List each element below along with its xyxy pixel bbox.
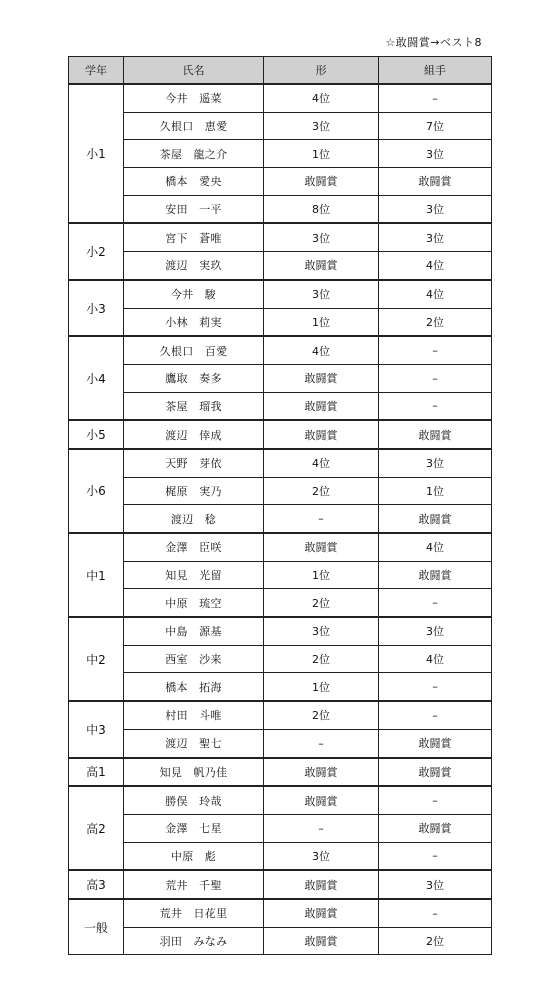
- kumite-cell: 2位: [379, 927, 492, 955]
- kata-cell: 敢闘賞: [264, 870, 379, 899]
- name-cell: 村田 斗唯: [124, 701, 264, 729]
- name-cell: 渡辺 倖成: [124, 420, 264, 449]
- name-cell: 西室 沙来: [124, 645, 264, 673]
- name-cell: 茶屋 瑠我: [124, 392, 264, 420]
- grade-group: [69, 449, 492, 533]
- grade-group: [69, 336, 492, 420]
- kumite-cell: 敢闘賞: [379, 505, 492, 533]
- kumite-cell: 4位: [379, 645, 492, 673]
- grade-cell: 小2: [69, 223, 124, 279]
- kata-cell: 敢闘賞: [264, 420, 379, 449]
- kumite-cell: 4位: [379, 533, 492, 561]
- kumite-cell: –: [379, 899, 492, 927]
- kata-cell: 敢闘賞: [264, 786, 379, 814]
- grade-group: [69, 223, 492, 279]
- name-cell: 茶屋 龍之介: [124, 140, 264, 168]
- name-cell: 荒井 千聖: [124, 870, 264, 899]
- name-cell: 橋本 拓海: [124, 673, 264, 701]
- kumite-cell: –: [379, 392, 492, 420]
- kata-cell: 2位: [264, 589, 379, 617]
- grade-group: [69, 786, 492, 870]
- grade-group: [69, 420, 492, 449]
- kumite-cell: 4位: [379, 252, 492, 280]
- kata-cell: 4位: [264, 449, 379, 477]
- grade-group: [69, 533, 492, 617]
- kumite-cell: –: [379, 786, 492, 814]
- table-row: [69, 701, 492, 729]
- grade-group: [69, 84, 492, 223]
- kumite-cell: 2位: [379, 308, 492, 336]
- name-cell: 中原 琉空: [124, 589, 264, 617]
- grade-cell: 中2: [69, 617, 124, 701]
- kata-cell: 敢闘賞: [264, 364, 379, 392]
- table-row: [69, 870, 492, 899]
- kumite-cell: 敢闘賞: [379, 758, 492, 787]
- kumite-cell: –: [379, 589, 492, 617]
- kata-cell: 4位: [264, 336, 379, 364]
- name-cell: 橋本 愛央: [124, 168, 264, 196]
- header-kata: 形: [264, 57, 379, 85]
- kata-cell: 敢闘賞: [264, 899, 379, 927]
- table-row: [69, 814, 492, 842]
- name-cell: 宮下 蒼唯: [124, 223, 264, 251]
- table-row: [69, 168, 492, 196]
- kumite-cell: –: [379, 673, 492, 701]
- grade-cell: 小4: [69, 336, 124, 420]
- kata-cell: 1位: [264, 140, 379, 168]
- table-row: [69, 364, 492, 392]
- name-cell: 安田 一平: [124, 195, 264, 223]
- name-cell: 羽田 みなみ: [124, 927, 264, 955]
- grade-group: [69, 899, 492, 955]
- table-row: [69, 477, 492, 505]
- kata-cell: 敢闘賞: [264, 758, 379, 787]
- kumite-cell: 3位: [379, 140, 492, 168]
- name-cell: 梶原 実乃: [124, 477, 264, 505]
- kata-cell: 2位: [264, 477, 379, 505]
- name-cell: 知見 帆乃佳: [124, 758, 264, 787]
- kata-cell: 3位: [264, 617, 379, 645]
- header-kumite: 組手: [379, 57, 492, 85]
- name-cell: 鷹取 奏多: [124, 364, 264, 392]
- grade-cell: 小1: [69, 84, 124, 223]
- grade-group: [69, 701, 492, 757]
- table-row: [69, 420, 492, 449]
- kata-cell: 3位: [264, 842, 379, 870]
- legend-note: ☆敢闘賞→ベスト8: [385, 36, 482, 49]
- kumite-cell: 3位: [379, 617, 492, 645]
- kata-cell: 8位: [264, 195, 379, 223]
- grade-group: [69, 617, 492, 701]
- table-row: [69, 505, 492, 533]
- table-row: [69, 280, 492, 308]
- kata-cell: 2位: [264, 645, 379, 673]
- table-row: [69, 392, 492, 420]
- kata-cell: 敢闘賞: [264, 392, 379, 420]
- grade-cell: 一般: [69, 899, 124, 955]
- kata-cell: 敢闘賞: [264, 533, 379, 561]
- kumite-cell: 敢闘賞: [379, 729, 492, 757]
- name-cell: 金澤 七星: [124, 814, 264, 842]
- table-row: [69, 589, 492, 617]
- kumite-cell: 敢闘賞: [379, 420, 492, 449]
- kumite-cell: 敢闘賞: [379, 168, 492, 196]
- table-row: [69, 617, 492, 645]
- kumite-cell: 3位: [379, 223, 492, 251]
- grade-cell: 小3: [69, 280, 124, 336]
- name-cell: 知見 光留: [124, 561, 264, 589]
- table-row: [69, 786, 492, 814]
- kata-cell: 1位: [264, 308, 379, 336]
- kumite-cell: 3位: [379, 449, 492, 477]
- results-table: [68, 56, 492, 955]
- kata-cell: 2位: [264, 701, 379, 729]
- kumite-cell: 4位: [379, 280, 492, 308]
- table-row: [69, 336, 492, 364]
- grade-cell: 小5: [69, 420, 124, 449]
- kumite-cell: 敢闘賞: [379, 561, 492, 589]
- name-cell: 天野 芽依: [124, 449, 264, 477]
- name-cell: 渡辺 聖七: [124, 729, 264, 757]
- kata-cell: 1位: [264, 673, 379, 701]
- table-row: [69, 223, 492, 251]
- table-row: [69, 842, 492, 870]
- kata-cell: 敢闘賞: [264, 252, 379, 280]
- header-row: [69, 57, 492, 85]
- grade-group: [69, 758, 492, 787]
- grade-cell: 中3: [69, 701, 124, 757]
- kata-cell: 敢闘賞: [264, 168, 379, 196]
- name-cell: 中島 源基: [124, 617, 264, 645]
- table-row: [69, 729, 492, 757]
- name-cell: 久根口 恵愛: [124, 112, 264, 140]
- kumite-cell: 3位: [379, 870, 492, 899]
- name-cell: 中原 彪: [124, 842, 264, 870]
- kata-cell: –: [264, 505, 379, 533]
- kata-cell: 1位: [264, 561, 379, 589]
- kumite-cell: –: [379, 364, 492, 392]
- table-row: [69, 140, 492, 168]
- table-row: [69, 449, 492, 477]
- grade-cell: 高1: [69, 758, 124, 787]
- name-cell: 今井 駿: [124, 280, 264, 308]
- kata-cell: 3位: [264, 280, 379, 308]
- grade-cell: 高3: [69, 870, 124, 899]
- name-cell: 勝俣 玲哉: [124, 786, 264, 814]
- table-header: [69, 57, 492, 85]
- grade-group: [69, 280, 492, 336]
- table-row: [69, 899, 492, 927]
- table-row: [69, 195, 492, 223]
- table-row: [69, 645, 492, 673]
- kumite-cell: –: [379, 701, 492, 729]
- name-cell: 今井 遥菜: [124, 84, 264, 112]
- kumite-cell: –: [379, 842, 492, 870]
- kumite-cell: 1位: [379, 477, 492, 505]
- name-cell: 荒井 日花里: [124, 899, 264, 927]
- kata-cell: –: [264, 729, 379, 757]
- kumite-cell: 7位: [379, 112, 492, 140]
- name-cell: 小林 莉実: [124, 308, 264, 336]
- name-cell: 金澤 臣咲: [124, 533, 264, 561]
- table-row: [69, 112, 492, 140]
- name-cell: 渡辺 実玖: [124, 252, 264, 280]
- kata-cell: 敢闘賞: [264, 927, 379, 955]
- grade-cell: 高2: [69, 786, 124, 870]
- table-row: [69, 252, 492, 280]
- table-row: [69, 561, 492, 589]
- grade-group: [69, 870, 492, 899]
- kata-cell: 3位: [264, 112, 379, 140]
- grade-cell: 中1: [69, 533, 124, 617]
- table-row: [69, 84, 492, 112]
- header-name: 氏名: [124, 57, 264, 85]
- header-grade: 学年: [69, 57, 124, 85]
- kumite-cell: 3位: [379, 195, 492, 223]
- kata-cell: 3位: [264, 223, 379, 251]
- table-row: [69, 533, 492, 561]
- name-cell: 久根口 百愛: [124, 336, 264, 364]
- table-row: [69, 927, 492, 955]
- table-row: [69, 758, 492, 787]
- table-row: [69, 673, 492, 701]
- kumite-cell: –: [379, 336, 492, 364]
- name-cell: 渡辺 稔: [124, 505, 264, 533]
- table-row: [69, 308, 492, 336]
- kumite-cell: –: [379, 84, 492, 112]
- kata-cell: –: [264, 814, 379, 842]
- kata-cell: 4位: [264, 84, 379, 112]
- grade-cell: 小6: [69, 449, 124, 533]
- kumite-cell: 敢闘賞: [379, 814, 492, 842]
